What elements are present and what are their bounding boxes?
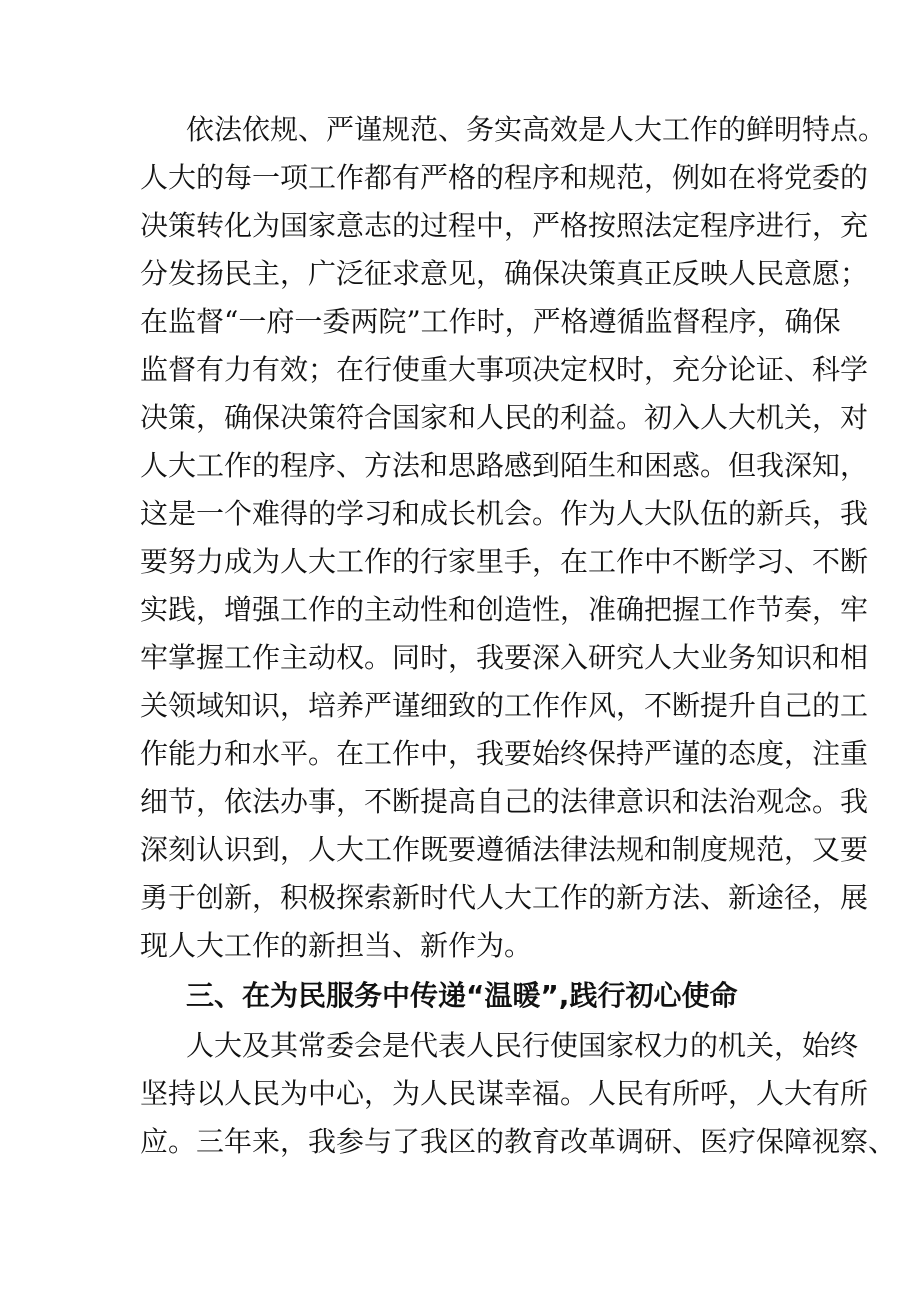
paragraph-2-line-3: 应。三年来，我参与了我区的教育改革调研、医疗保障视察、 — [140, 1125, 897, 1158]
paragraph-1-line-9: 这是一个难得的学习和成长机会。作为人大队伍的新兵，我 — [140, 497, 869, 530]
paragraph-1-line-3: 决策转化为国家意志的过程中，严格按照法定程序进行，充 — [140, 209, 869, 242]
paragraph-1-line-6: 监督有力有效；在行使重大事项决定权时，充分论证、科学 — [140, 353, 869, 386]
paragraph-1-line-1: 依法依规、严谨规范、务实高效是人大工作的鲜明特点。 — [186, 113, 887, 146]
paragraph-1-line-12: 牢掌握工作主动权。同时，我要深入研究人大业务知识和相 — [140, 641, 869, 674]
paragraph-1-line-17: 勇于创新，积极探索新时代人大工作的新方法、新途径，展 — [140, 881, 869, 914]
section-heading: 三、在为民服务中传递“温暖”,践行初心使命 — [186, 979, 738, 1012]
paragraph-1-line-13: 关领域知识，培养严谨细致的工作作风，不断提升自己的工 — [140, 689, 869, 722]
paragraph-1-line-7: 决策，确保决策符合国家和人民的利益。初入人大机关，对 — [140, 401, 869, 434]
paragraph-1-line-5: 在监督“一府一委两院”工作时，严格遵循监督程序，确保 — [140, 305, 841, 338]
paragraph-1-line-2: 人大的每一项工作都有严格的程序和规范，例如在将党委的 — [140, 161, 869, 194]
paragraph-1-line-14: 作能力和水平。在工作中，我要始终保持严谨的态度，注重 — [140, 737, 869, 770]
paragraph-2-line-2: 坚持以人民为中心，为人民谋幸福。人民有所呼，人大有所 — [140, 1077, 869, 1110]
paragraph-1-line-4: 分发扬民主，广泛征求意见，确保决策真正反映人民意愿； — [140, 257, 869, 290]
paragraph-1-line-10: 要努力成为人大工作的行家里手，在工作中不断学习、不断 — [140, 545, 869, 578]
paragraph-2-line-1: 人大及其常委会是代表人民行使国家权力的机关，始终 — [186, 1029, 859, 1062]
paragraph-1-line-11: 实践，增强工作的主动性和创造性，准确把握工作节奏，牢 — [140, 593, 869, 626]
paragraph-1-line-18: 现人大工作的新担当、新作为。 — [140, 929, 533, 962]
paragraph-1-line-15: 细节，依法办事，不断提高自己的法律意识和法治观念。我 — [140, 785, 869, 818]
paragraph-1-line-8: 人大工作的程序、方法和思路感到陌生和困惑。但我深知， — [140, 449, 869, 482]
paragraph-1-line-16: 深刻认识到，人大工作既要遵循法律法规和制度规范，又要 — [140, 833, 869, 866]
